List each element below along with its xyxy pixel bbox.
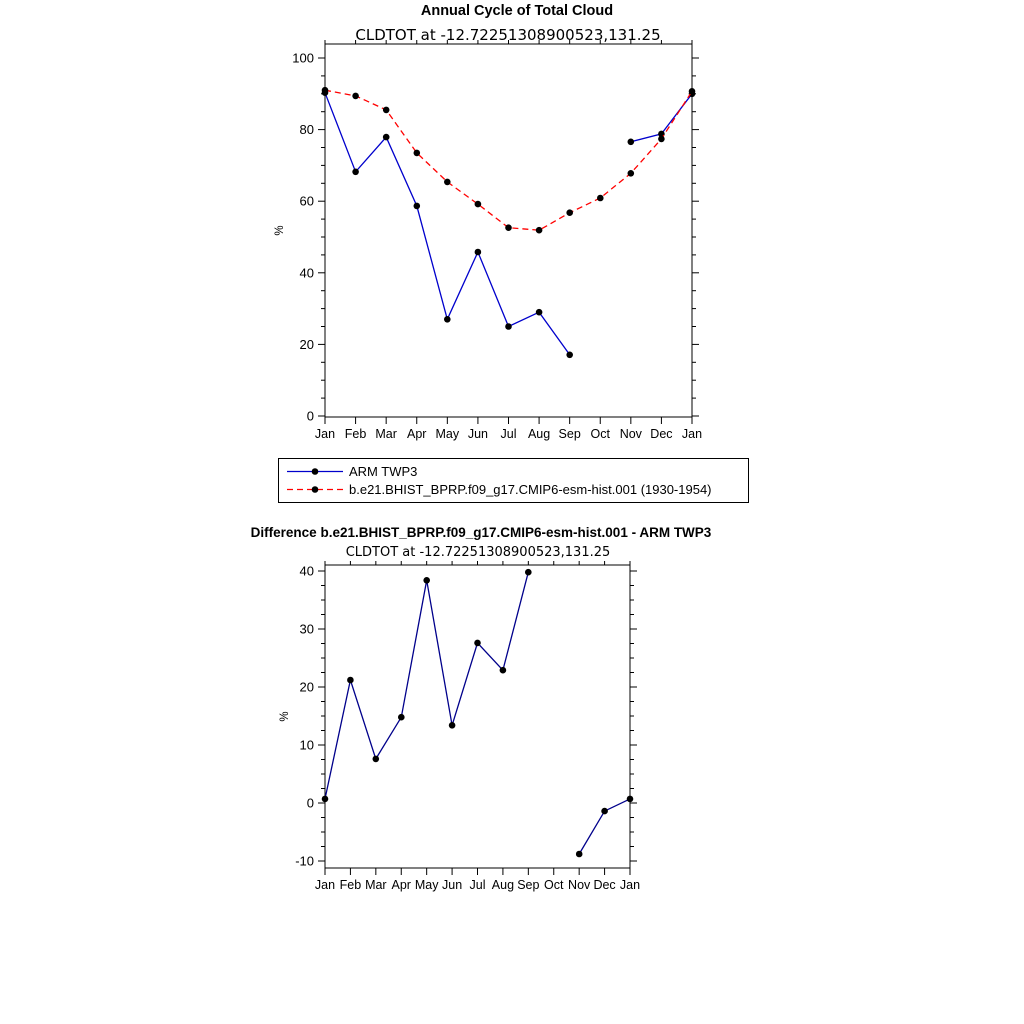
data-point-marker [352, 93, 359, 100]
x-tick-label: Apr [407, 427, 427, 441]
x-tick-label: Aug [491, 878, 515, 892]
x-tick-label: Dec [650, 427, 673, 441]
x-tick-label: Jan [619, 878, 641, 892]
x-tick-label: Jan [314, 427, 336, 441]
x-tick-label: Jan [681, 427, 703, 441]
series-line [325, 90, 692, 230]
data-point-marker [352, 169, 359, 176]
data-point-marker [373, 756, 380, 763]
y-tick-label: 100 [292, 50, 314, 66]
x-tick-label: Jul [469, 878, 486, 892]
data-point-marker [628, 170, 635, 177]
data-point-marker [601, 808, 608, 815]
data-point-marker [414, 203, 421, 210]
data-point-marker [414, 150, 421, 157]
data-point-marker [474, 640, 481, 647]
legend-box [278, 458, 749, 503]
x-tick-label: Jun [442, 878, 463, 892]
data-point-marker [576, 851, 583, 858]
x-tick-label: Jul [500, 427, 517, 441]
y-tick-label: 20 [299, 679, 314, 695]
x-tick-label: Mar [365, 878, 387, 892]
x-tick-label: Jan [314, 878, 336, 892]
x-tick-label: May [435, 427, 460, 441]
x-tick-label: Dec [593, 878, 616, 892]
data-point-marker [398, 714, 405, 721]
data-point-marker [566, 352, 573, 359]
x-tick-label: Oct [590, 427, 610, 441]
data-point-marker [597, 195, 604, 202]
x-tick-label: Nov [619, 427, 642, 441]
data-point-marker [322, 796, 329, 803]
data-point-marker [689, 88, 696, 95]
legend-line-sample-dashed [284, 482, 346, 497]
data-point-marker [628, 139, 635, 146]
x-tick-label: Nov [568, 878, 591, 892]
data-point-marker [475, 201, 482, 208]
y-axis-label: % [279, 711, 291, 722]
data-point-marker [444, 179, 451, 186]
data-point-marker [658, 136, 665, 143]
data-point-marker [536, 227, 543, 234]
y-tick-label: 60 [299, 193, 314, 209]
x-tick-label: May [414, 878, 439, 892]
data-point-marker [383, 107, 390, 114]
y-tick-label: 40 [299, 563, 314, 579]
data-point-marker [505, 323, 512, 330]
x-tick-label: Jun [467, 427, 488, 441]
data-point-marker [322, 87, 329, 94]
x-tick-label: Oct [544, 878, 564, 892]
x-tick-label: Sep [558, 427, 581, 441]
legend-label-arm-twp3: ARM TWP3 [349, 463, 418, 479]
y-axis-label: % [274, 225, 286, 236]
y-tick-label: 20 [299, 336, 314, 352]
data-point-marker [423, 577, 430, 584]
legend-line-sample-solid [284, 464, 346, 479]
top-chart-plot [260, 36, 740, 456]
legend-item-model-run [279, 480, 748, 498]
data-point-marker [347, 677, 354, 684]
bottom-chart-title: Difference b.e21.BHIST_BPRP.f09_g17.CMIP6-esm-hist.001 - ARM TWP3 [250, 525, 712, 540]
data-point-marker [627, 796, 634, 803]
data-point-marker [566, 209, 573, 216]
y-tick-label: 0 [306, 408, 314, 424]
x-tick-label: Feb [344, 427, 367, 441]
y-tick-label: 80 [299, 122, 314, 138]
bottom-chart-plot [260, 556, 690, 901]
data-point-marker [505, 224, 512, 231]
series-line [325, 93, 692, 355]
x-tick-label: Apr [391, 878, 411, 892]
bottom-chart-subtitle: CLDTOT at -12.72251308900523,131.25 [345, 545, 611, 560]
data-point-marker [449, 722, 456, 729]
plot-frame [325, 565, 630, 868]
legend-item-arm-twp3 [279, 462, 748, 480]
top-chart-subtitle: CLDTOT at -12.72251308900523,131.25 [355, 26, 661, 44]
series-line [325, 572, 630, 854]
y-tick-label: -10 [295, 853, 314, 869]
data-point-marker [536, 309, 543, 316]
legend-marker [312, 468, 319, 475]
data-point-marker [383, 134, 390, 141]
legend-marker [312, 486, 319, 493]
y-tick-label: 10 [299, 737, 314, 753]
data-point-marker [525, 569, 532, 576]
x-tick-label: Mar [375, 427, 397, 441]
legend-label-model-run: b.e21.BHIST_BPRP.f09_g17.CMIP6-esm-hist.001 (1930-1954) [349, 481, 712, 497]
x-tick-label: Feb [339, 878, 362, 892]
top-chart-title: Annual Cycle of Total Cloud [420, 3, 614, 19]
y-tick-label: 40 [299, 265, 314, 281]
x-tick-label: Aug [527, 427, 551, 441]
y-tick-label: 0 [306, 795, 314, 811]
data-point-marker [500, 667, 507, 674]
x-tick-label: Sep [517, 878, 540, 892]
data-point-marker [444, 316, 451, 323]
data-point-marker [475, 249, 482, 256]
y-tick-label: 30 [299, 621, 314, 637]
